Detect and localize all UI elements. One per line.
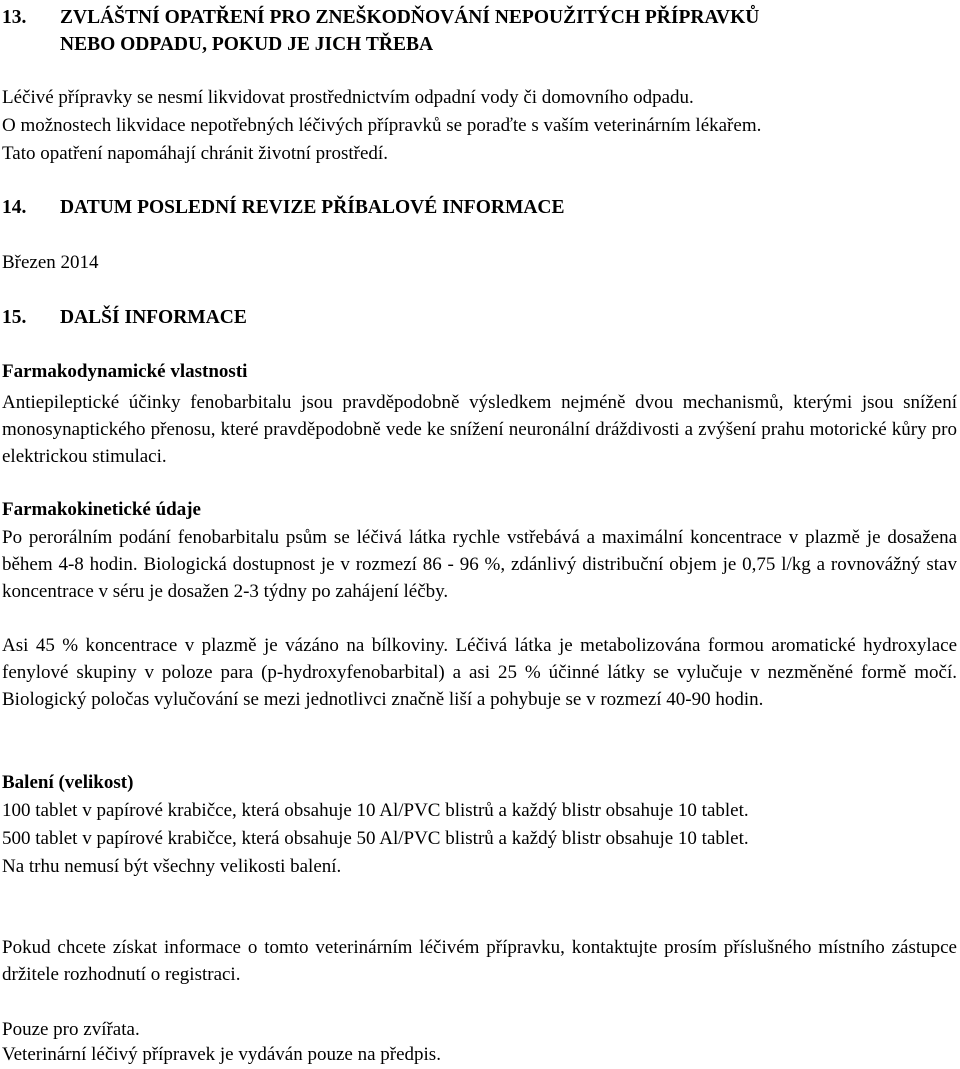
section-14-number: 14. <box>2 197 27 218</box>
package-line-2: 500 tablet v papírové krabičce, která obsahuje 50 Al/PVC blistrů a každý blistr obsahuje 10 tablet. <box>2 828 749 849</box>
contact-info: Pokud chcete získat informace o tomto veterinárním léčivém přípravku, kontaktujte prosím příslušného místního zástupce držitele rozhodnutí o registraci. <box>2 937 957 985</box>
section-13-number: 13. <box>2 7 27 28</box>
pharmacokinetics-text-2: Asi 45 % koncentrace v plazmě je vázáno na bílkoviny. Léčivá látka je metabolizována formou aromatické hydroxylace fenylové skupiny v poloze para (p-hydroxyfenobarbital) a asi 25 % účinné látky se vylučuje v nezměněné formě močí. Biologický poločas vylučování se mezi jednotlivci značně liší a pohybuje se v rozmezí 40-90 hodin. <box>2 635 957 710</box>
s13-paragraph-3: Tato opatření napomáhají chránit životní prostředí. <box>2 143 388 164</box>
section-13-title <box>60 4 957 58</box>
s13-paragraph-1: Léčivé přípravky se nesmí likvidovat prostřednictvím odpadní vody či domovního odpadu. <box>2 87 694 108</box>
package-line-1: 100 tablet v papírové krabičce, která obsahuje 10 Al/PVC blistrů a každý blistr obsahuje 10 tablet. <box>2 800 749 821</box>
section-13-heading <box>2 4 957 58</box>
section-13-title-line2: NEBO ODPADU, POKUD JE JICH TŘEBA <box>60 34 434 55</box>
section-15-title: DALŠÍ INFORMACE <box>60 307 247 328</box>
prescription-note: Veterinární léčivý přípravek je vydáván pouze na předpis. <box>2 1044 441 1065</box>
revision-date: Březen 2014 <box>2 252 99 273</box>
s13-paragraph-2: O možnostech likvidace nepotřebných léčivých přípravků se poraďte s vaším veterinárním lékařem. <box>2 115 762 136</box>
package-line-3: Na trhu nemusí být všechny velikosti balení. <box>2 856 342 877</box>
section-15-number: 15. <box>2 307 27 328</box>
pharmacodynamics-heading: Farmakodynamické vlastnosti <box>2 361 248 382</box>
pharmacokinetics-heading: Farmakokinetické údaje <box>2 499 201 520</box>
section-14-heading <box>2 194 957 221</box>
pharmacokinetics-text-1: Po perorálním podání fenobarbitalu psům se léčivá látka rychle vstřebává a maximální koncentrace v plazmě je dosažena během 4-8 hodin. Biologická dostupnost je v rozmezí 86 - 96 %, zdánlivý distribuční objem je 0,75 l/kg a rovnovážný stav koncentrace v séru je dosažen 2-3 týdny po zahájení léčby. <box>2 527 957 602</box>
package-size-heading: Balení (velikost) <box>2 772 134 793</box>
section-14-title: DATUM POSLEDNÍ REVIZE PŘÍBALOVÉ INFORMACE <box>60 197 565 218</box>
section-13-title-line1: ZVLÁŠTNÍ OPATŘENÍ PRO ZNEŠKODŇOVÁNÍ NEPOUŽITÝCH PŘÍPRAVKŮ <box>60 7 760 28</box>
animals-only-note: Pouze pro zvířata. <box>2 1019 140 1040</box>
pharmacodynamics-text: Antiepileptické účinky fenobarbitalu jsou pravděpodobně výsledkem nejméně dvou mechanismů, kterými jsou snížení monosynaptického přenosu, které pravděpodobně vede ke snížení neuronální dráždivosti a zvýšení prahu motorické kůry pro elektrickou stimulaci. <box>2 392 957 467</box>
section-15-heading <box>2 304 957 331</box>
